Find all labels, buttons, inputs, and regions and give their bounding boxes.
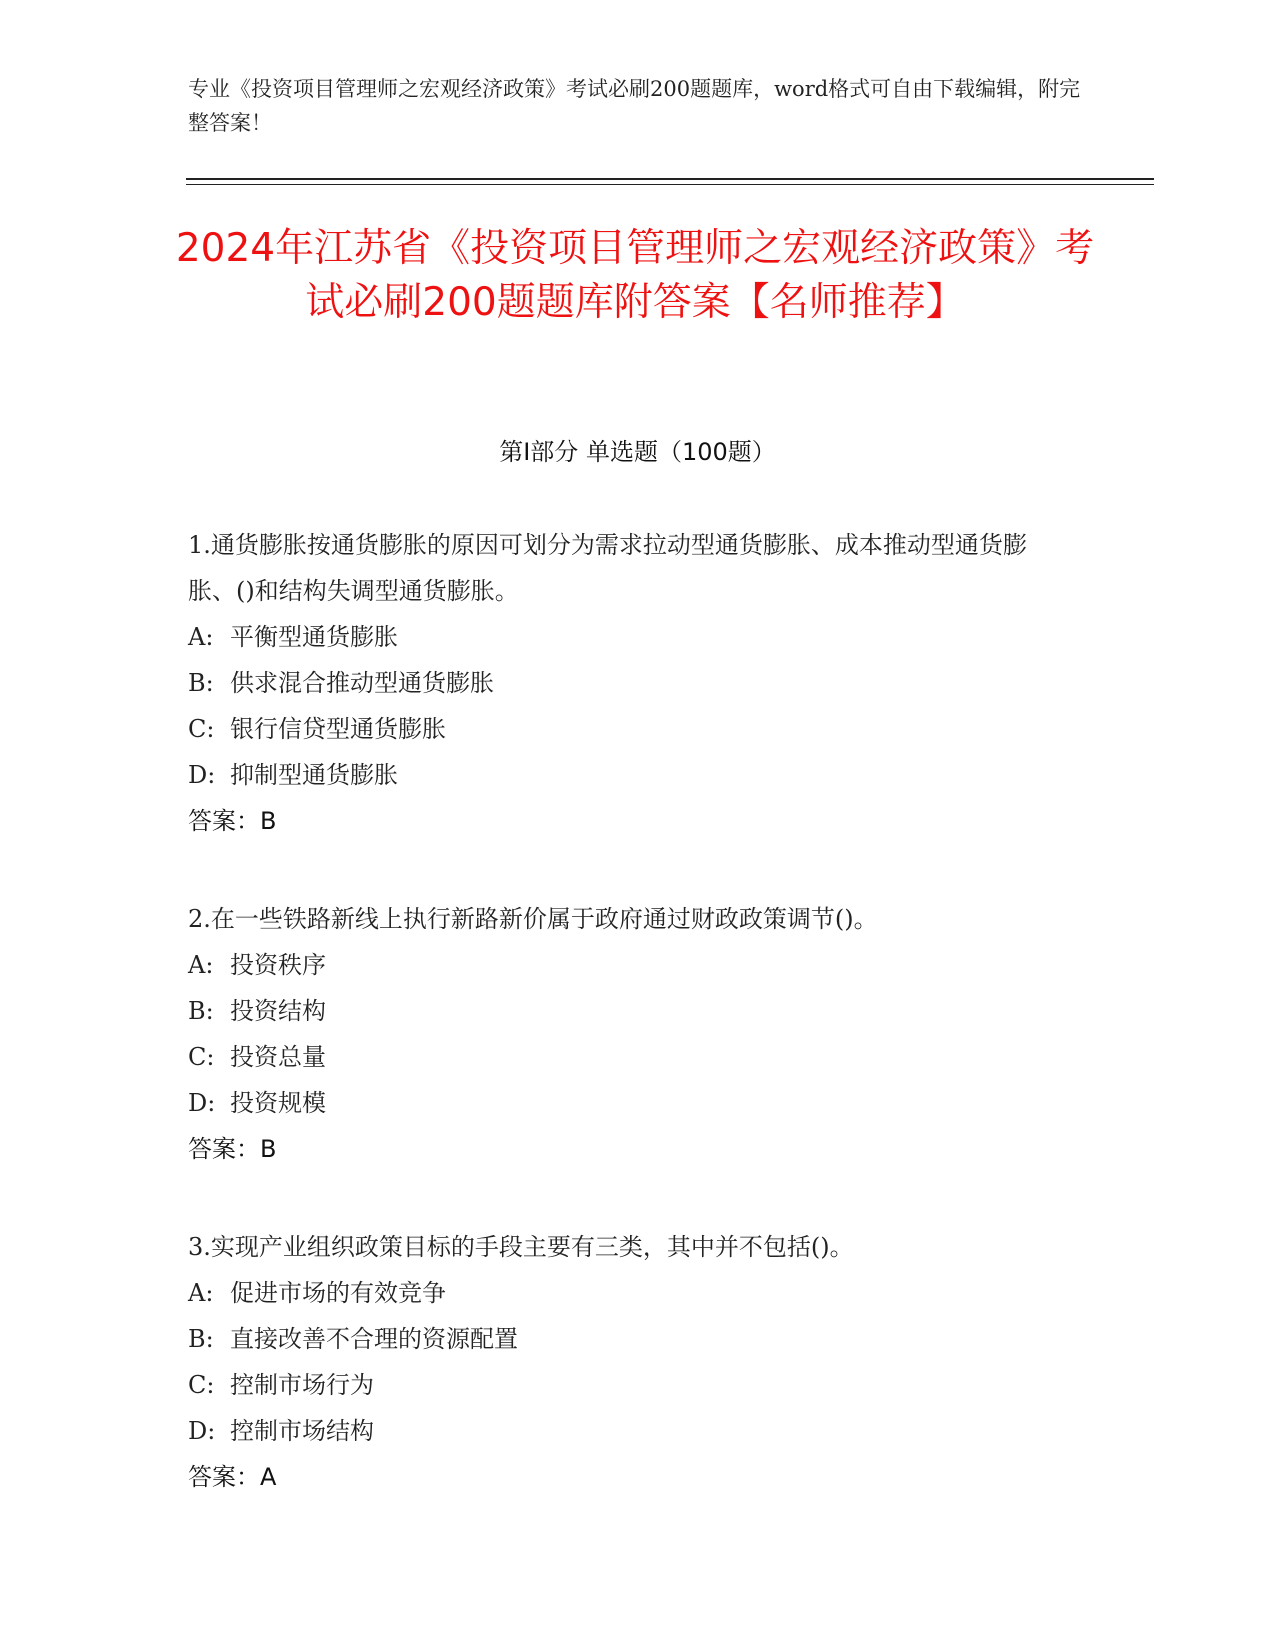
option-a	[188, 614, 1068, 660]
option-letter: C:	[188, 715, 215, 743]
option-text: 银行信贷型通货膨胀	[230, 715, 446, 743]
option-b	[188, 660, 1068, 706]
option-d	[188, 1408, 1068, 1454]
option-b	[188, 1316, 1068, 1362]
question-stem: 3.实现产业组织政策目标的手段主要有三类，其中并不包括()。	[188, 1233, 854, 1261]
option-letter: D:	[188, 1089, 216, 1117]
option-letter: D:	[188, 761, 216, 789]
question-stem: 2.在一些铁路新线上执行新路新价属于政府通过财政政策调节()。	[188, 905, 878, 933]
option-text: 平衡型通货膨胀	[230, 623, 398, 651]
header-divider-thick	[186, 178, 1154, 180]
answer-line: 答案：B	[188, 1135, 277, 1163]
option-d	[188, 752, 1068, 798]
header-note: 专业《投资项目管理师之宏观经济政策》考试必刷200题题库，word格式可自由下载编辑，附完整答案！	[188, 77, 1081, 135]
option-text: 抑制型通货膨胀	[230, 761, 398, 789]
option-letter: B:	[188, 669, 214, 697]
question-item	[188, 1224, 1068, 1500]
option-letter: C:	[188, 1043, 215, 1071]
question-item	[188, 522, 1068, 844]
option-text: 投资秩序	[230, 951, 326, 979]
option-letter: A:	[188, 1279, 214, 1307]
option-b	[188, 988, 1068, 1034]
option-letter: A:	[188, 951, 214, 979]
option-text: 控制市场结构	[230, 1417, 374, 1445]
question-item	[188, 896, 1068, 1172]
option-a	[188, 942, 1068, 988]
option-text: 供求混合推动型通货膨胀	[230, 669, 494, 697]
option-text: 投资规模	[230, 1089, 326, 1117]
option-a	[188, 1270, 1068, 1316]
header-divider-thin	[186, 184, 1154, 185]
option-text: 投资结构	[230, 997, 326, 1025]
question-stem: 1.通货膨胀按通货膨胀的原因可划分为需求拉动型通货膨胀、成本推动型通货膨胀、()和结构失调型通货膨胀。	[188, 531, 1027, 605]
option-letter: D:	[188, 1417, 216, 1445]
document-title: 2024年江苏省《投资项目管理师之宏观经济政策》考试必刷200题题库附答案【名师推荐】	[175, 226, 1095, 325]
option-letter: C:	[188, 1371, 215, 1399]
question-list	[188, 522, 1068, 1552]
option-text: 投资总量	[230, 1043, 326, 1071]
option-text: 直接改善不合理的资源配置	[230, 1325, 518, 1353]
answer-line: 答案：A	[188, 1463, 277, 1491]
option-letter: A:	[188, 623, 214, 651]
option-d	[188, 1080, 1068, 1126]
section-title: 第Ⅰ部分 单选题（100题）	[499, 438, 776, 466]
option-c	[188, 706, 1068, 752]
answer-line: 答案：B	[188, 807, 277, 835]
option-c	[188, 1362, 1068, 1408]
option-text: 控制市场行为	[230, 1371, 374, 1399]
option-letter: B:	[188, 1325, 214, 1353]
option-letter: B:	[188, 997, 214, 1025]
option-text: 促进市场的有效竞争	[230, 1279, 446, 1307]
option-c	[188, 1034, 1068, 1080]
